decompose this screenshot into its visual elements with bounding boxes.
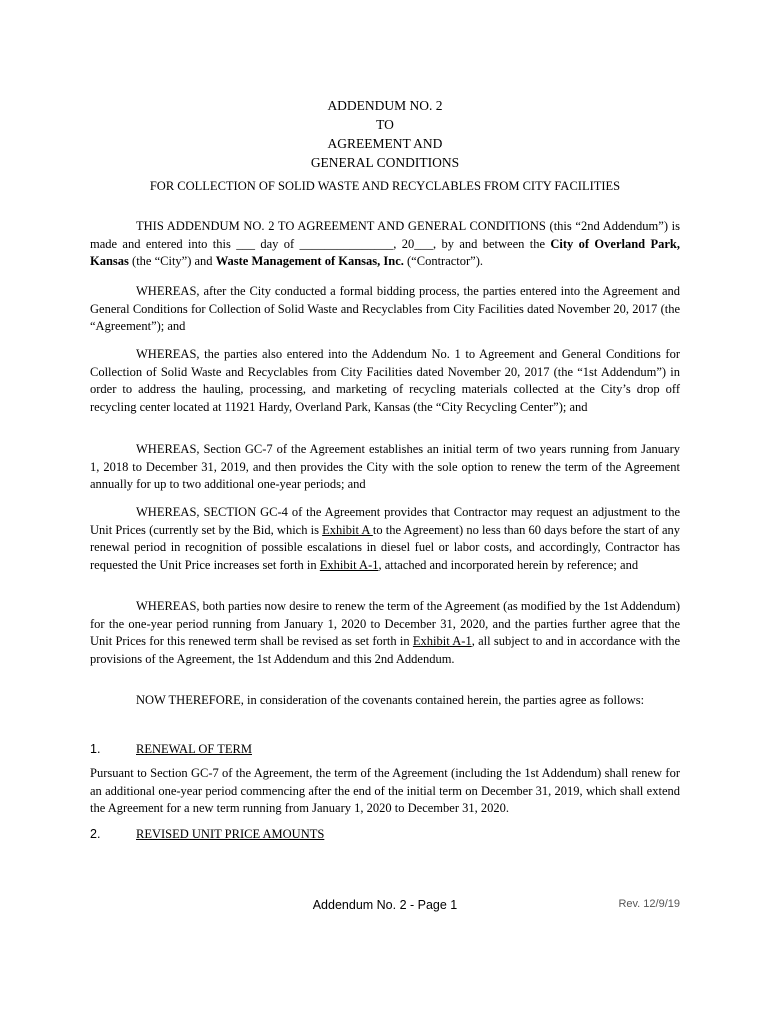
- city-name: City of Overland Park, Kansas: [90, 236, 680, 268]
- whereas-paragraph-3: [90, 441, 680, 494]
- intro-paragraph: [90, 218, 680, 271]
- intro-text-1: THIS ADDENDUM NO. 2 TO AGREEMENT AND GENERAL CONDITIONS (this “2nd Addendum”) is made and entered into this ___ day of _______________, 20___, by and between the: [90, 219, 680, 251]
- exhibit-a1-reference: Exhibit A-1: [319, 557, 379, 572]
- whereas-5-text-1: WHEREAS, both parties now desire to renew the term of the Agreement (as modified by the 1st Addendum) for the one-year period running from January 1, 2020 to December 31, 2020, and the parties further agree that the Unit Prices for this renewed term shall be revised as set forth in: [90, 599, 680, 648]
- contractor-name: Waste Management of Kansas, Inc.: [215, 254, 404, 268]
- section-1-number: 1.: [90, 742, 101, 756]
- section-1-body: Pursuant to Section GC-7 of the Agreement, the term of the Agreement (including the 1st Addendum) shall renew for an additional one-year period commencing after the end of the initial term on December 31, 2019, which shall extend the Agreement for a new term running from January 1, 2020 to December 31, 2020.: [90, 766, 680, 815]
- section-1-heading: [90, 741, 680, 758]
- section-2-title: REVISED UNIT PRICE AMOUNTS: [136, 827, 325, 841]
- whereas-4-text-2: to the Agreement) no less than 60 days before the start of any renewal period in recognition of possible escalations in diesel fuel or labor costs, and accordingly, Contractor has requested the Unit Price increases set forth in: [90, 522, 681, 572]
- title-line-1: ADDENDUM NO. 2: [327, 98, 443, 113]
- exhibit-a1-reference-2: Exhibit A-1: [412, 634, 472, 648]
- whereas-3-text: WHEREAS, Section GC-7 of the Agreement establishes an initial term of two years running from January 1, 2018 to December 31, 2019, and then provides the City with the sole option to renew the term of the Agreement annually for up to two additional one-year periods; and: [90, 442, 680, 491]
- title-line-2: TO: [376, 117, 394, 132]
- whereas-1-text: WHEREAS, after the City conducted a formal bidding process, the parties entered into the Agreement and General Conditions for Collection of Solid Waste and Recyclables from City Facilities dated November 20, 2017 (the “Agreement”); and: [90, 284, 680, 333]
- now-therefore-paragraph: [90, 692, 680, 710]
- whereas-4-text-3: , attached and incorporated herein by reference; and: [378, 557, 639, 572]
- intro-text-2: (the “City”) and: [128, 254, 216, 268]
- document-subtitle: FOR COLLECTION OF SOLID WASTE AND RECYCLABLES FROM CITY FACILITIES: [149, 179, 621, 193]
- section-2-number: 2.: [90, 827, 101, 841]
- exhibit-a-reference: Exhibit A: [322, 522, 373, 537]
- section-1-title: RENEWAL OF TERM: [136, 742, 252, 756]
- title-line-4: GENERAL CONDITIONS: [310, 155, 460, 170]
- title-line-3: AGREEMENT AND: [327, 136, 443, 151]
- intro-text-3: (“Contractor”).: [403, 254, 484, 268]
- now-therefore-text: NOW THEREFORE, in consideration of the covenants contained herein, the parties agree as follows:: [136, 693, 645, 707]
- whereas-paragraph-1: [90, 283, 680, 336]
- whereas-paragraph-4: [90, 504, 680, 574]
- section-2-heading: [90, 826, 680, 843]
- footer-revision: Rev. 12/9/19: [618, 898, 680, 910]
- whereas-2-text: WHEREAS, the parties also entered into the Addendum No. 1 to Agreement and General Conditions for Collection of Solid Waste and Recyclables from City Facilities dated November 20, 2017 (the “1st Addendum”) in order to address the hauling, processing, and marketing of recycling materials collected at the City’s drop off recycling center located at 11921 Hardy, Overland Park, Kansas (the “City Recycling Center”); and: [90, 347, 680, 414]
- whereas-4-text-1: WHEREAS, SECTION GC-4 of the Agreement provides that Contractor may request an adjustment to the Unit Prices (currently set by the Bid, which is: [90, 505, 680, 537]
- whereas-5-text-2: , all subject to and in accordance with the provisions of the Agreement, the 1st Addendum and this 2nd Addendum.: [90, 634, 681, 666]
- footer-page-label: Addendum No. 2 - Page 1: [312, 898, 458, 912]
- whereas-paragraph-2: [90, 346, 680, 416]
- document-title: [0, 96, 770, 172]
- whereas-paragraph-5: [90, 598, 680, 668]
